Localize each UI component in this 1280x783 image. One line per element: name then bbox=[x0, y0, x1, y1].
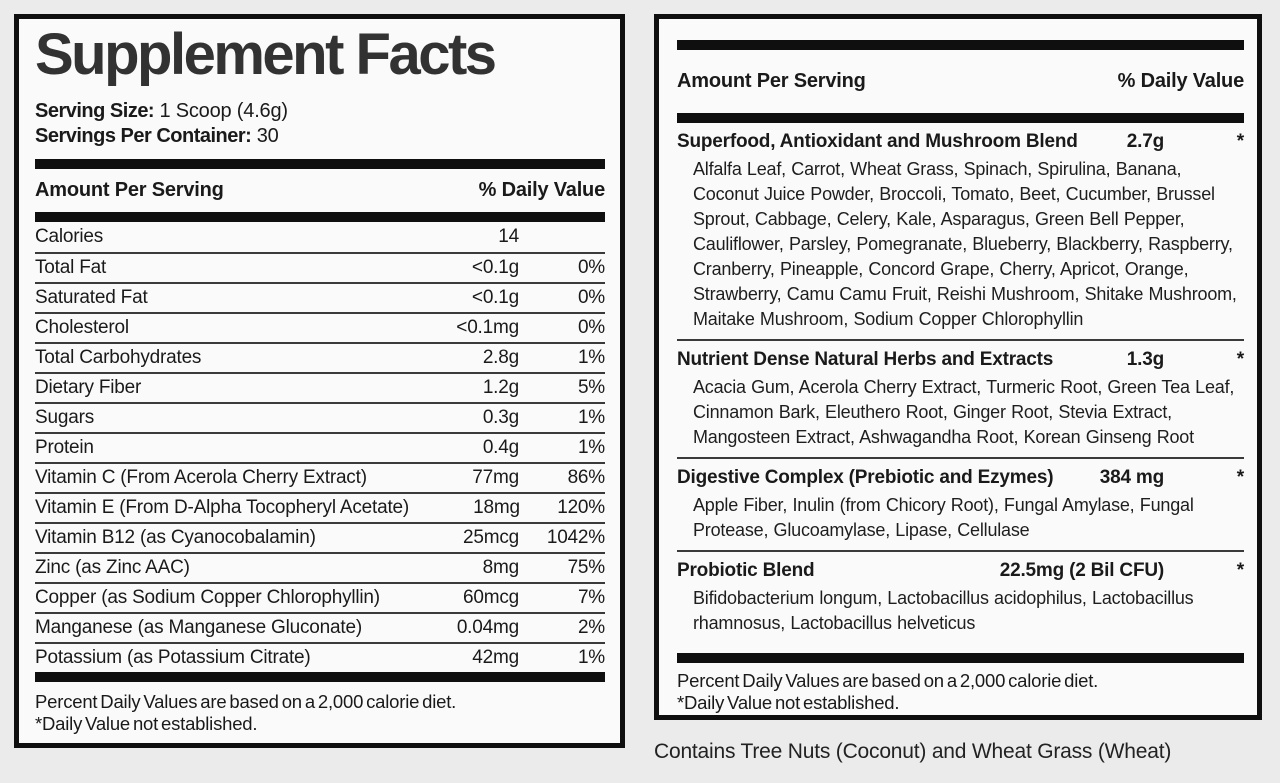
blend-name: Superfood, Antioxidant and Mushroom Blend bbox=[677, 131, 1078, 152]
footnote-dv-not-established: *Daily Value not established. bbox=[677, 692, 900, 713]
serving-size-line bbox=[35, 99, 605, 124]
row-amount: 0.4g bbox=[482, 437, 519, 458]
blend-dv-asterisk: * bbox=[1236, 560, 1244, 581]
row-amount: <0.1g bbox=[471, 257, 519, 278]
row-label: Calories bbox=[35, 226, 104, 247]
table-row bbox=[35, 462, 605, 492]
divider-bar-thick bbox=[35, 212, 605, 222]
blend-header bbox=[677, 552, 1244, 581]
table-row bbox=[35, 522, 605, 552]
row-daily-value: 0% bbox=[577, 257, 605, 278]
amount-per-serving-header: Amount Per Serving bbox=[35, 179, 224, 201]
row-label: Vitamin B12 (as Cyanocobalamin) bbox=[35, 527, 316, 548]
row-daily-value: 75% bbox=[567, 557, 605, 578]
row-label: Zinc (as Zinc AAC) bbox=[35, 557, 190, 578]
row-label: Vitamin C (From Acerola Cherry Extract) bbox=[35, 467, 367, 488]
allergen-note: Contains Tree Nuts (Coconut) and Wheat Grass (Wheat) bbox=[654, 740, 1172, 763]
supplement-facts-panel bbox=[14, 14, 625, 748]
row-amount: 14 bbox=[498, 226, 519, 247]
daily-value-header: % Daily Value bbox=[1117, 70, 1244, 92]
table-row bbox=[35, 612, 605, 642]
divider-bar-thick bbox=[35, 159, 605, 169]
table-row bbox=[35, 582, 605, 612]
footnote-dv-not-established: *Daily Value not established. bbox=[35, 713, 258, 734]
nutrition-table bbox=[35, 222, 605, 672]
blend-section bbox=[677, 123, 1244, 341]
row-amount: 0.3g bbox=[482, 407, 519, 428]
blend-sections bbox=[677, 123, 1244, 643]
divider-bar-thick bbox=[677, 113, 1244, 123]
row-amount: 8mg bbox=[482, 557, 519, 578]
row-label: Total Fat bbox=[35, 257, 107, 278]
blend-header bbox=[677, 459, 1244, 488]
row-amount: 2.8g bbox=[482, 347, 519, 368]
row-amount: 1.2g bbox=[482, 377, 519, 398]
row-amount: <0.1g bbox=[471, 287, 519, 308]
row-label: Manganese (as Manganese Gluconate) bbox=[35, 617, 362, 638]
row-daily-value: 1% bbox=[577, 437, 605, 458]
blend-section bbox=[677, 552, 1244, 643]
supplement-facts-title: Supplement Facts bbox=[35, 22, 495, 87]
row-label: Total Carbohydrates bbox=[35, 347, 202, 368]
column-header-row bbox=[677, 50, 1244, 113]
table-row bbox=[35, 642, 605, 672]
row-amount: 0.04mg bbox=[456, 617, 519, 638]
blend-ingredients: Apple Fiber, Inulin (from Chicory Root), Fungal Amylase, Fungal Protease, Glucoamylase, Lipase, Cellulase bbox=[693, 495, 1194, 540]
table-row bbox=[35, 492, 605, 522]
row-daily-value: 1% bbox=[577, 647, 605, 668]
blend-dv-asterisk: * bbox=[1236, 131, 1244, 152]
row-label: Protein bbox=[35, 437, 94, 458]
footnote-dv-basis: Percent Daily Values are based on a 2,000 calorie diet. bbox=[35, 691, 457, 712]
divider-bar-thick bbox=[677, 40, 1244, 50]
column-header-row bbox=[35, 169, 605, 212]
row-daily-value: 120% bbox=[557, 497, 605, 518]
blend-name: Probiotic Blend bbox=[677, 560, 815, 581]
amount-per-serving-header: Amount Per Serving bbox=[677, 70, 866, 92]
row-daily-value: 0% bbox=[577, 287, 605, 308]
row-label: Cholesterol bbox=[35, 317, 129, 338]
blend-amount: 2.7g bbox=[1126, 131, 1164, 152]
servings-per-container-line bbox=[35, 124, 605, 149]
divider-bar-thick bbox=[677, 653, 1244, 663]
table-row bbox=[35, 402, 605, 432]
table-row bbox=[35, 282, 605, 312]
row-label: Vitamin E (From D-Alpha Tocopheryl Acetate) bbox=[35, 497, 410, 518]
blend-header bbox=[677, 123, 1244, 152]
row-daily-value: 1% bbox=[577, 347, 605, 368]
servings-per-container-value: 30 bbox=[251, 125, 279, 147]
divider-bar-thick bbox=[35, 672, 605, 682]
table-row bbox=[35, 312, 605, 342]
footnotes bbox=[35, 691, 605, 735]
row-daily-value: 86% bbox=[567, 467, 605, 488]
row-amount: 77mg bbox=[472, 467, 519, 488]
row-amount: <0.1mg bbox=[456, 317, 519, 338]
serving-size-value: 1 Scoop (4.6g) bbox=[154, 100, 288, 122]
row-daily-value: 7% bbox=[577, 587, 605, 608]
row-daily-value: 0% bbox=[577, 317, 605, 338]
row-amount: 60mcg bbox=[462, 587, 519, 608]
row-amount: 25mcg bbox=[462, 527, 519, 548]
serving-size-label: Serving Size: bbox=[35, 100, 155, 122]
blend-dv-asterisk: * bbox=[1236, 349, 1244, 370]
row-label: Sugars bbox=[35, 407, 95, 428]
footnotes bbox=[677, 670, 1244, 714]
table-row bbox=[35, 342, 605, 372]
row-daily-value: 1042% bbox=[546, 527, 605, 548]
blend-amount: 22.5mg (2 Bil CFU) bbox=[999, 560, 1164, 581]
blend-section bbox=[677, 459, 1244, 552]
blend-name: Digestive Complex (Prebiotic and Ezymes) bbox=[677, 467, 1054, 488]
table-row bbox=[35, 372, 605, 402]
blend-section bbox=[677, 341, 1244, 459]
row-label: Dietary Fiber bbox=[35, 377, 142, 398]
row-daily-value: 2% bbox=[577, 617, 605, 638]
row-daily-value: 5% bbox=[577, 377, 605, 398]
blend-name: Nutrient Dense Natural Herbs and Extracts bbox=[677, 349, 1054, 370]
blend-dv-asterisk: * bbox=[1236, 467, 1244, 488]
table-row bbox=[35, 432, 605, 462]
row-amount: 42mg bbox=[472, 647, 519, 668]
row-label: Potassium (as Potassium Citrate) bbox=[35, 647, 311, 668]
blends-panel bbox=[654, 14, 1262, 720]
table-row bbox=[35, 222, 605, 252]
serving-info bbox=[35, 99, 605, 149]
row-daily-value: 1% bbox=[577, 407, 605, 428]
daily-value-header: % Daily Value bbox=[478, 179, 605, 201]
table-row bbox=[35, 552, 605, 582]
table-row bbox=[35, 252, 605, 282]
blend-ingredients: Acacia Gum, Acerola Cherry Extract, Turmeric Root, Green Tea Leaf, Cinnamon Bark, Eleuthero Root, Ginger Root, Stevia Extract, Mangosteen Extract, Ashwagandha Root, Korean Ginseng Root bbox=[693, 377, 1235, 447]
row-label: Saturated Fat bbox=[35, 287, 148, 308]
blend-ingredients: Alfalfa Leaf, Carrot, Wheat Grass, Spinach, Spirulina, Banana, Coconut Juice Powder, Broccoli, Tomato, Beet, Cucumber, Brussel Sprout, Cabbage, Celery, Kale, Asparagus, Green Bell Pepper, Cauliflower, Parsley, Pomegranate, Blueberry, Blackberry, Raspberry, Cranberry, Pineapple, Concord Grape, Cherry, Apricot, Orange, Strawberry, Camu Camu Fruit, Reishi Mushroom, Shitake Mushroom, Maitake Mushroom, Sodium Copper Chlorophyllin bbox=[693, 159, 1237, 329]
footnote-dv-basis: Percent Daily Values are based on a 2,000 calorie diet. bbox=[677, 670, 1099, 691]
row-amount: 18mg bbox=[473, 497, 520, 518]
blend-amount: 1.3g bbox=[1126, 349, 1164, 370]
blend-amount: 384 mg bbox=[1099, 467, 1164, 488]
blend-header bbox=[677, 341, 1244, 370]
servings-per-container-label: Servings Per Container: bbox=[35, 125, 252, 147]
blend-ingredients: Bifidobacterium longum, Lactobacillus acidophilus, Lactobacillus rhamnosus, Lactobacillus helveticus bbox=[693, 588, 1194, 633]
row-label: Copper (as Sodium Copper Chlorophyllin) bbox=[35, 587, 380, 608]
